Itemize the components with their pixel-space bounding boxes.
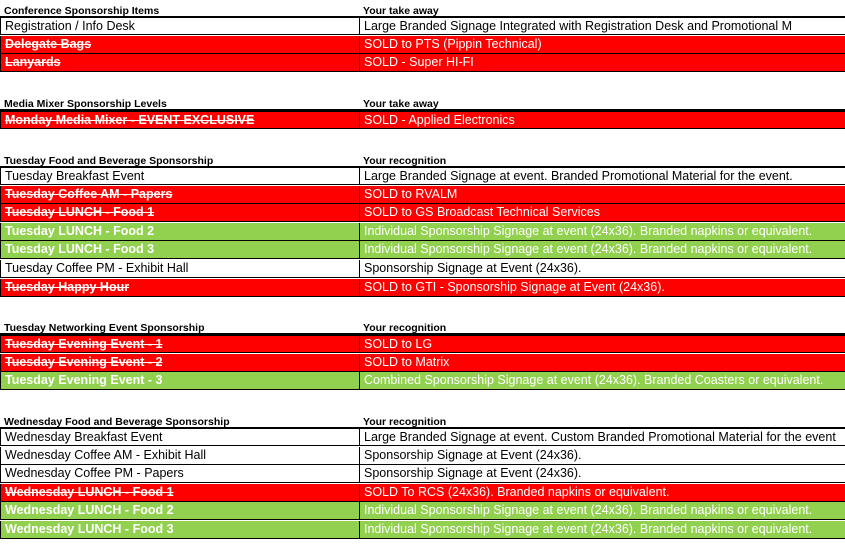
table-row [0, 484, 845, 502]
sponsorship-item-cell[interactable]: Wednesday LUNCH - Food 3 [0, 521, 359, 539]
table-row [0, 204, 845, 222]
recognition-cell[interactable]: SOLD to GS Broadcast Technical Services [359, 204, 845, 222]
table-row [0, 465, 845, 483]
table-row [0, 279, 845, 297]
sponsorship-item-cell[interactable]: Tuesday LUNCH - Food 2 [0, 223, 359, 241]
table-row [0, 260, 845, 278]
sponsorship-item-cell[interactable]: Wednesday Breakfast Event [0, 428, 359, 446]
sponsorship-item-cell[interactable]: Tuesday Coffee PM - Exhibit Hall [0, 260, 359, 278]
recognition-cell[interactable]: Large Branded Signage at event. Custom Branded Promotional Material for the event [359, 428, 845, 446]
recognition-cell[interactable]: SOLD - Applied Electronics [359, 111, 845, 129]
recognition-cell[interactable]: SOLD to Matrix [359, 354, 845, 372]
table-row [0, 241, 845, 259]
recognition-cell[interactable]: Sponsorship Signage at Event (24x36). [359, 260, 845, 278]
table-row [0, 186, 845, 204]
sponsorship-item-cell[interactable]: Delegate Bags [0, 36, 359, 54]
section-column-heading[interactable]: Your take away [359, 0, 845, 18]
table-row [0, 335, 845, 353]
section-header-row [0, 411, 845, 429]
recognition-cell[interactable]: Sponsorship Signage at Event (24x36). [359, 447, 845, 465]
recognition-cell[interactable]: SOLD to RVALM [359, 186, 845, 204]
table-row [0, 502, 845, 520]
sponsorship-item-cell[interactable]: Tuesday Breakfast Event [0, 167, 359, 185]
recognition-cell[interactable]: SOLD To RCS (24x36). Branded napkins or equivalent. [359, 484, 845, 502]
section-header-row [0, 93, 845, 111]
section-header-row [0, 150, 845, 168]
recognition-cell[interactable]: Individual Sponsorship Signage at event (24x36). Branded napkins or equivalent. [359, 223, 845, 241]
section-column-heading[interactable]: Your recognition [359, 317, 845, 335]
section-column-heading[interactable]: Your take away [359, 93, 845, 111]
sponsorship-item-cell[interactable]: Wednesday LUNCH - Food 2 [0, 502, 359, 520]
sponsorship-item-cell[interactable]: Tuesday Happy Hour [0, 279, 359, 297]
table-row [0, 354, 845, 372]
recognition-cell[interactable]: Large Branded Signage Integrated with Registration Desk and Promotional M [359, 17, 845, 35]
recognition-cell[interactable]: SOLD to PTS (Pippin Technical) [359, 36, 845, 54]
recognition-cell[interactable]: Individual Sponsorship Signage at event (24x36). Branded napkins or equivalent. [359, 241, 845, 259]
table-row [0, 54, 845, 72]
sponsorship-item-cell[interactable]: Registration / Info Desk [0, 17, 359, 35]
recognition-cell[interactable]: Individual Sponsorship Signage at event (24x36). Branded napkins or equivalent. [359, 521, 845, 539]
sponsorship-item-cell[interactable]: Lanyards [0, 54, 359, 72]
table-row [0, 521, 845, 539]
section-title[interactable]: Tuesday Networking Event Sponsorship [0, 317, 359, 335]
sponsorship-item-cell[interactable]: Wednesday Coffee AM - Exhibit Hall [0, 447, 359, 465]
section-header-row [0, 0, 845, 18]
recognition-cell[interactable]: SOLD to GTI - Sponsorship Signage at Event (24x36). [359, 279, 845, 297]
section-column-heading[interactable]: Your recognition [359, 150, 845, 168]
table-row [0, 447, 845, 465]
sponsorship-item-cell[interactable]: Tuesday Evening Event - 1 [0, 335, 359, 353]
section-title[interactable]: Wednesday Food and Beverage Sponsorship [0, 411, 359, 429]
sponsorship-item-cell[interactable]: Wednesday Coffee PM - Papers [0, 465, 359, 483]
sponsorship-item-cell[interactable]: Tuesday Coffee AM - Papers [0, 186, 359, 204]
section-title[interactable]: Media Mixer Sponsorship Levels [0, 93, 359, 111]
table-row [0, 17, 845, 35]
section-title[interactable]: Tuesday Food and Beverage Sponsorship [0, 150, 359, 168]
recognition-cell[interactable]: SOLD - Super HI-FI [359, 54, 845, 72]
recognition-cell[interactable]: Individual Sponsorship Signage at event (24x36). Branded napkins or equivalent. [359, 502, 845, 520]
sponsorship-item-cell[interactable]: Tuesday Evening Event - 2 [0, 354, 359, 372]
sponsorship-item-cell[interactable]: Tuesday LUNCH - Food 3 [0, 241, 359, 259]
section-title[interactable]: Conference Sponsorship Items [0, 0, 359, 18]
table-row [0, 428, 845, 446]
sponsorship-item-cell[interactable]: Wednesday LUNCH - Food 1 [0, 484, 359, 502]
recognition-cell[interactable]: Sponsorship Signage at Event (24x36). [359, 465, 845, 483]
recognition-cell[interactable]: SOLD to LG [359, 335, 845, 353]
recognition-cell[interactable]: Large Branded Signage at event. Branded Promotional Material for the event. [359, 167, 845, 185]
section-column-heading[interactable]: Your recognition [359, 411, 845, 429]
table-row [0, 223, 845, 241]
section-header-row [0, 317, 845, 335]
table-row [0, 111, 845, 129]
recognition-cell[interactable]: Combined Sponsorship Signage at event (24x36). Branded Coasters or equivalent. [359, 372, 845, 390]
table-row [0, 167, 845, 185]
sponsorship-item-cell[interactable]: Tuesday LUNCH - Food 1 [0, 204, 359, 222]
table-row [0, 372, 845, 390]
sponsorship-item-cell[interactable]: Tuesday Evening Event - 3 [0, 372, 359, 390]
sponsorship-item-cell[interactable]: Monday Media Mixer - EVENT EXCLUSIVE [0, 111, 359, 129]
table-row [0, 36, 845, 54]
